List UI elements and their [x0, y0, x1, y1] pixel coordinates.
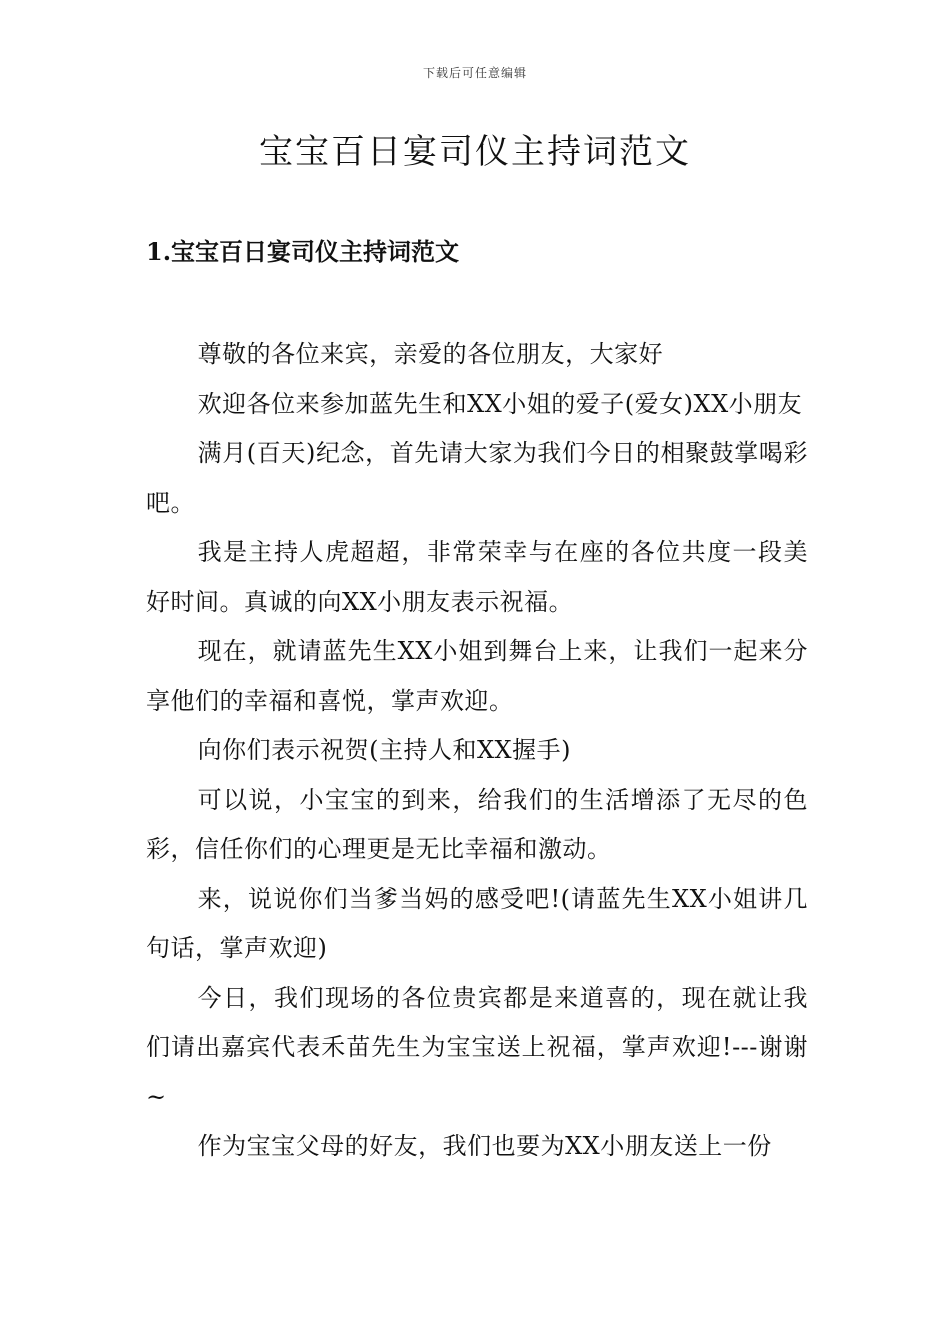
- paragraph-celebration: 满月(百天)纪念，首先请大家为我们今日的相聚鼓掌喝彩吧。: [146, 439, 808, 517]
- document-title: 宝宝百日宴司仪主持词范文: [259, 132, 691, 172]
- paragraph-host-intro: 我是主持人虎超超，非常荣幸与在座的各位共度一段美好时间。真诚的向XX小朋友表示祝福。: [146, 538, 808, 616]
- paragraph-guest-blessing: 今日，我们现场的各位贵宾都是来道喜的，现在就让我们请出嘉宾代表禾苗先生为宝宝送上祝福，掌声欢迎!---谢谢~: [146, 983, 808, 1111]
- paragraph-friends-gift: 作为宝宝父母的好友，我们也要为XX小朋友送上一份: [197, 1132, 772, 1160]
- paragraph-welcome: 欢迎各位来参加蓝先生和XX小姐的爱子(爱女)XX小朋友: [197, 389, 803, 418]
- header-note: 下载后可任意编辑: [422, 66, 527, 80]
- paragraph-parents-speak: 来，说说你们当爹当妈的感受吧!(请蓝先生XX小姐讲几句话，掌声欢迎): [146, 884, 808, 962]
- section-heading: 1.宝宝百日宴司仪主持词范文: [146, 237, 460, 266]
- paragraph-invite-parents: 现在，就请蓝先生XX小姐到舞台上来，让我们一起来分享他们的幸福和喜悦，掌声欢迎。: [146, 637, 808, 715]
- paragraph-congratulate: 向你们表示祝贺(主持人和XX握手): [197, 736, 571, 764]
- paragraph-greeting: 尊敬的各位来宾，亲爱的各位朋友，大家好: [197, 340, 664, 368]
- body-text: [146, 330, 808, 1172]
- paragraph-baby-arrival: 可以说，小宝宝的到来，给我们的生活增添了无尽的色彩，信任你们的心理更是无比幸福和激动。: [146, 785, 808, 863]
